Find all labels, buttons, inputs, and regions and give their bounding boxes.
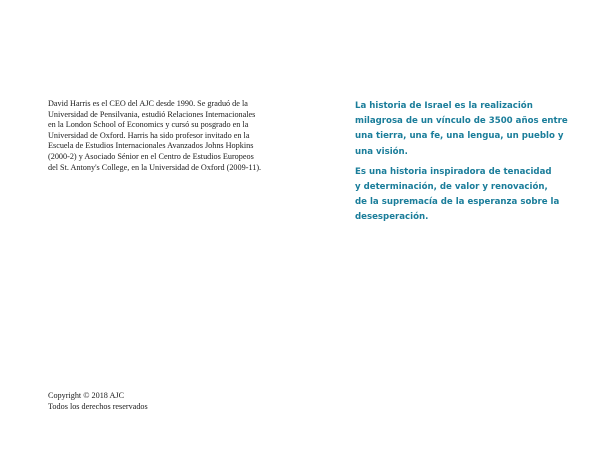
bio-line: Escuela de Estudios Internacionales Avanzados Johns Hopkins xyxy=(48,141,254,151)
copyright-line: Copyright © 2018 AJC xyxy=(48,391,125,400)
israel-quote xyxy=(355,99,575,231)
bio-line: (2000-2) y Asociado Sénior en el Centro de Estudios Europeos xyxy=(48,151,254,161)
quote-line: La historia de Israel es la realización xyxy=(355,101,533,111)
bio-line: en la London School of Economics y cursó su posgrado en la xyxy=(48,120,249,130)
copyright-notice xyxy=(48,391,148,413)
quote-line: Es una historia inspiradora de tenacidad xyxy=(355,166,552,177)
author-bio xyxy=(48,99,298,173)
quote-line: una visión. xyxy=(355,146,408,157)
quote-paragraph-2 xyxy=(355,165,575,226)
bio-line: del St. Antony's College, en la Universidad de Oxford (2009-11). xyxy=(48,162,262,172)
quote-line: desesperación. xyxy=(355,212,429,223)
quote-line: una tierra, una fe, una lengua, un pueblo y xyxy=(355,131,564,142)
quote-line: de la supremacía de la esperanza sobre la xyxy=(355,197,560,208)
rights-reserved-line: Todos los derechos reservados xyxy=(48,401,148,411)
bio-line: Universidad de Pensilvania, estudió Relaciones Internacionales xyxy=(48,109,256,119)
quote-line: y determinación, de valor y renovación, xyxy=(355,182,548,193)
bio-line: Universidad de Oxford. Harris ha sido profesor invitado en la xyxy=(48,130,250,140)
bio-line: David Harris es el CEO del AJC desde 1990. Se graduó de la xyxy=(48,99,248,108)
quote-paragraph-1 xyxy=(355,99,575,160)
quote-line: milagrosa de un vínculo de 3500 años entre xyxy=(355,116,568,127)
